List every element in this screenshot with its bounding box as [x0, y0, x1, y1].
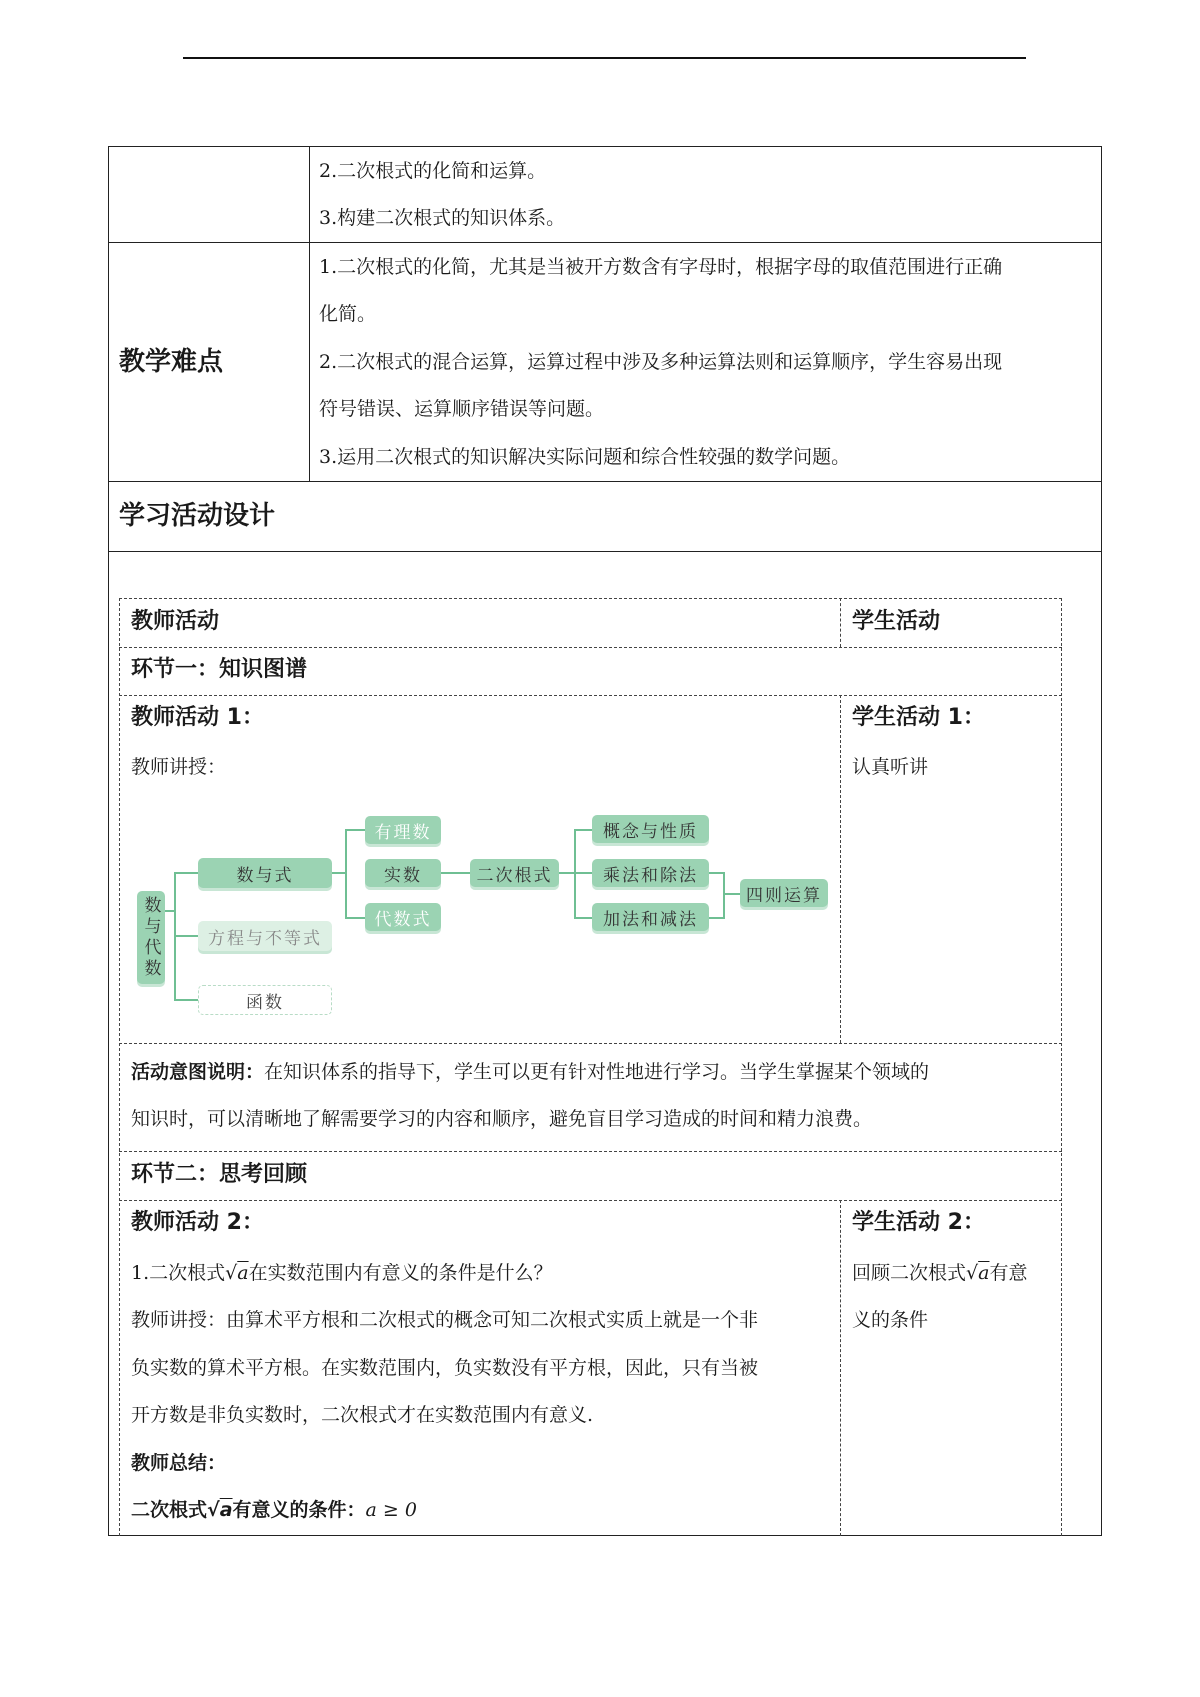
row-divider [108, 481, 1102, 482]
question-1 [131, 1261, 553, 1285]
dashed-line [840, 695, 841, 1043]
header-rule [183, 57, 1026, 59]
intent-label: 活动意图说明： [131, 1061, 265, 1083]
node-l2: 有理数 [365, 816, 441, 844]
dashed-line [840, 1200, 841, 1536]
stage-1-title: 环节一：知识图谱 [131, 657, 308, 682]
node-l1: 函数 [198, 985, 332, 1015]
sqrt-var: a [219, 1499, 233, 1521]
difficulty-item-2: 2.二次根式的混合运算，运算过程中涉及多种运算法则和运算顺序，学生容易出现 [319, 351, 1003, 373]
summary-label: 教师总结： [131, 1452, 227, 1474]
connector-line [174, 999, 198, 1001]
student-2-suffix: 有意 [989, 1262, 1028, 1284]
node-l2: 实数 [365, 859, 441, 887]
sqrt-var: a [978, 1262, 990, 1284]
connector-line [345, 917, 365, 919]
node-l3: 加法和减法 [592, 903, 709, 931]
connector-line [345, 829, 347, 919]
dashed-line [840, 598, 841, 647]
node-l3: 概念与性质 [592, 815, 709, 843]
connector-line [174, 935, 198, 937]
connector-line [574, 829, 592, 831]
student-activity-2-text-cont: 义的条件 [852, 1309, 929, 1331]
dashed-line [1061, 598, 1062, 1536]
sqrt-symbol: √a [225, 1262, 249, 1284]
objective-item-2: 2.二次根式的化简和运算。 [319, 160, 547, 182]
student-activity-2-title: 学生活动 2： [852, 1210, 985, 1235]
connector-line [709, 872, 724, 874]
student-activity-2-text [852, 1261, 1027, 1285]
difficulty-item-1-cont: 化简。 [319, 303, 377, 325]
student-activity-1-text: 认真听讲 [852, 756, 929, 778]
summary-line [131, 1498, 417, 1522]
connector-line [332, 872, 346, 874]
stage-2-title: 环节二：思考回顾 [131, 1162, 308, 1187]
summary-suffix: 有意义的条件： [232, 1499, 366, 1521]
dashed-line [119, 647, 1062, 648]
node-end: 四则运算 [740, 879, 828, 907]
dashed-line [119, 1043, 1062, 1044]
connector-line [723, 893, 740, 895]
section-title: 学习活动设计 [119, 501, 276, 531]
difficulties-label: 教学难点 [119, 347, 224, 377]
teacher-activity-2-title: 教师活动 2： [131, 1210, 264, 1235]
connector-line [574, 872, 592, 874]
connector-line [709, 917, 724, 919]
student-column-header: 学生活动 [852, 609, 941, 634]
connector-line [723, 872, 725, 919]
intent-line-2: 知识时，可以清晰地了解需要学习的内容和顺序，避免盲目学习造成的时间和精力浪费。 [131, 1108, 873, 1130]
intent-line-1 [131, 1060, 929, 1084]
connector-line [574, 917, 592, 919]
connector-line [174, 872, 198, 874]
sqrt-var: a [237, 1262, 249, 1284]
node-center: 二次根式 [470, 859, 559, 887]
node-root: 数与代数 [137, 891, 165, 984]
summary-prefix: 二次根式 [131, 1499, 208, 1521]
connector-line [559, 872, 575, 874]
label-column-divider [309, 146, 310, 481]
explain-line-1: 教师讲授：由算术平方根和二次根式的概念可知二次根式实质上就是一个非 [131, 1309, 759, 1331]
teacher-activity-1-title: 教师活动 1： [131, 705, 264, 730]
explain-line-3: 开方数是非负实数时，二次根式才在实数范围内有意义. [131, 1404, 594, 1426]
row-divider [108, 551, 1102, 552]
question-1-prefix: 1.二次根式 [131, 1262, 226, 1284]
difficulty-item-3: 3.运用二次根式的知识解决实际问题和综合性较强的数学问题。 [319, 446, 851, 468]
objective-item-3: 3.构建二次根式的知识体系。 [319, 207, 566, 229]
student-activity-1-title: 学生活动 1： [852, 705, 985, 730]
node-l2: 代数式 [365, 903, 441, 931]
summary-condition: a ≥ 0 [365, 1499, 417, 1521]
teacher-activity-1-text: 教师讲授： [131, 756, 227, 778]
dashed-line [119, 1200, 1062, 1201]
dashed-line [119, 695, 1062, 696]
student-2-prefix: 回顾二次根式 [852, 1262, 967, 1284]
explain-line-2: 负实数的算术平方根。在实数范围内，负实数没有平方根，因此，只有当被 [131, 1357, 759, 1379]
dashed-line [119, 1151, 1062, 1152]
teacher-column-header: 教师活动 [131, 609, 220, 634]
row-divider [108, 242, 1102, 243]
dashed-line [119, 598, 120, 1536]
node-l1: 数与式 [198, 858, 332, 888]
sqrt-symbol: √a [207, 1499, 233, 1521]
question-1-suffix: 在实数范围内有意义的条件是什么？ [248, 1262, 553, 1284]
intent-text: 在知识体系的指导下，学生可以更有针对性地进行学习。当学生掌握某个领域的 [264, 1061, 930, 1083]
node-l1: 方程与不等式 [198, 921, 332, 951]
dashed-line [119, 598, 1062, 599]
sqrt-symbol: √a [966, 1262, 990, 1284]
node-l3: 乘法和除法 [592, 859, 709, 887]
connector-line [574, 829, 576, 919]
difficulty-item-1: 1.二次根式的化简，尤其是当被开方数含有字母时，根据字母的取值范围进行正确 [319, 256, 1003, 278]
connector-line [441, 872, 470, 874]
difficulty-item-2-cont: 符号错误、运算顺序错误等问题。 [319, 398, 605, 420]
connector-line [345, 829, 365, 831]
